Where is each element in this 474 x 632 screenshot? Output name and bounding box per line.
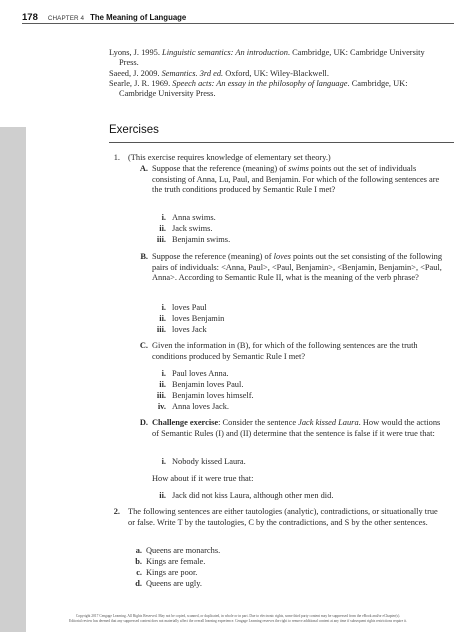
item-label: ii.	[159, 224, 166, 233]
reference-author: Searle, J. R. 1969.	[109, 78, 173, 88]
item-text: loves Benjamin	[172, 314, 225, 323]
reference-publisher: . Cambridge, UK: Cambridge University Press.	[119, 78, 408, 99]
part-a-text-start: Suppose that the reference (meaning) of	[152, 164, 289, 173]
item-text: Paul loves Anna.	[172, 369, 229, 378]
part-c-text: Given the information in (B), for which of the following sentences are the truth conditions produced by Semantic Rule I met?	[152, 341, 418, 361]
part-a-text	[152, 164, 446, 196]
item-label: a.	[135, 546, 142, 555]
item-text: Benjamin swims.	[172, 235, 231, 244]
item-text: Jack swims.	[172, 224, 213, 233]
item-label: ii.	[159, 491, 166, 500]
item-text: Anna loves Jack.	[172, 402, 229, 411]
part-label: D.	[139, 418, 148, 427]
example-sentence: Jack kissed Laura	[298, 418, 359, 427]
copyright-footer	[12, 614, 464, 624]
reference-publisher: . Cambridge, UK: Cambridge University Press.	[119, 48, 425, 68]
reference-author: Lyons, J. 1995.	[109, 48, 163, 57]
part-d-text-end: . How would the actions of Semantic Rules (I) and (II) determine that the sentence is false if it were true that:	[152, 418, 441, 438]
part-b-text-start: Suppose the reference (meaning) of	[152, 252, 274, 261]
item-text: Jack did not kiss Laura, although other men did.	[172, 491, 334, 500]
item-label: ii.	[159, 314, 166, 323]
item-text: Kings are female.	[146, 557, 206, 566]
part-label: B.	[140, 252, 148, 261]
item-text: loves Paul	[172, 303, 207, 312]
part-d-text-start: : Consider the sentence	[218, 418, 299, 427]
exercise-intro: (This exercise requires knowledge of elementary set theory.)	[128, 153, 331, 162]
item-label: i.	[161, 457, 166, 466]
reference-title: Semantics. 3rd ed.	[161, 68, 224, 78]
item-label: ii.	[159, 380, 166, 389]
footer-line-1: Copyright 2017 Cengage Learning. All Rights Reserved. May not be copied, scanned, or duplicated, in whole or in part. Due to electronic rights, some third party content may be suppressed from the eBook and/or eChapter(s).	[75, 614, 401, 618]
part-a-text-end: points out the set of individuals consisting of Anna, Lu, Paul, and Benjamin. For which of the following sentences are the truth conditions produced by Semantic Rule I met?	[152, 164, 440, 195]
item-label: i.	[161, 369, 166, 378]
exercise-number: 2.	[113, 507, 120, 516]
reference-title: Speech acts: An essay in the philosophy of language	[172, 78, 348, 88]
item-label: i.	[161, 303, 166, 312]
exercises-heading: Exercises	[109, 124, 159, 136]
chapter-title: The Meaning of Language	[90, 13, 187, 22]
item-text: Queens are monarchs.	[146, 546, 221, 555]
footer-line-2: Editorial review has deemed that any suppressed content does not materially affect the overall learning experience. Cengage Learning reserves the right to remove additional content at any time if subsequent rights restrictions require it.	[69, 619, 407, 623]
item-label: iii.	[156, 235, 166, 244]
item-label: iv.	[157, 402, 166, 411]
item-text: Kings are poor.	[146, 568, 198, 577]
part-b-text	[152, 252, 446, 284]
item-text: loves Jack	[172, 325, 207, 334]
part-label: A.	[139, 164, 148, 173]
item-label: c.	[136, 568, 142, 577]
item-label: iii.	[156, 391, 166, 400]
exercise-number: 1.	[113, 153, 120, 162]
chapter-label: CHAPTER 4	[47, 15, 85, 22]
challenge-label: Challenge exercise	[152, 418, 219, 427]
item-label: i.	[161, 213, 166, 222]
reference-title: Linguistic semantics: An introduction	[162, 48, 288, 57]
part-d-between: How about if it were true that:	[152, 474, 254, 483]
exercise-2-text: The following sentences are either tautologies (analytic), contradictions, or situationally true or false. Write T by the tautologies, C by the contradictions, and S by the other sentences.	[128, 507, 438, 527]
item-label: b.	[135, 557, 142, 566]
reference-publisher: Oxford, UK: Wiley-Blackwell.	[223, 68, 329, 78]
reference-author: Saeed, J. 2009.	[109, 68, 162, 78]
item-text: Nobody kissed Laura.	[172, 457, 246, 466]
part-b-text-end: points out the set consisting of the following pairs of individuals: <Anna, Paul>, <Paul, Benjamin>, <Benjamin, Benjamin>, <Paul, Anna>. According to Semantic Rule II, what is the meaning of the verb phrase?	[152, 252, 443, 283]
part-label: C.	[139, 341, 148, 350]
item-label: d.	[135, 579, 142, 588]
item-text: Anna swims.	[172, 213, 216, 222]
term-swims: swims	[288, 164, 309, 173]
item-text: Benjamin loves Paul.	[172, 380, 244, 389]
item-label: iii.	[156, 325, 166, 334]
term-loves: loves	[273, 252, 291, 261]
part-d-text	[152, 418, 446, 439]
item-text: Queens are ugly.	[146, 579, 202, 588]
item-text: Benjamin loves himself.	[172, 391, 254, 400]
page-number: 178	[22, 12, 38, 23]
